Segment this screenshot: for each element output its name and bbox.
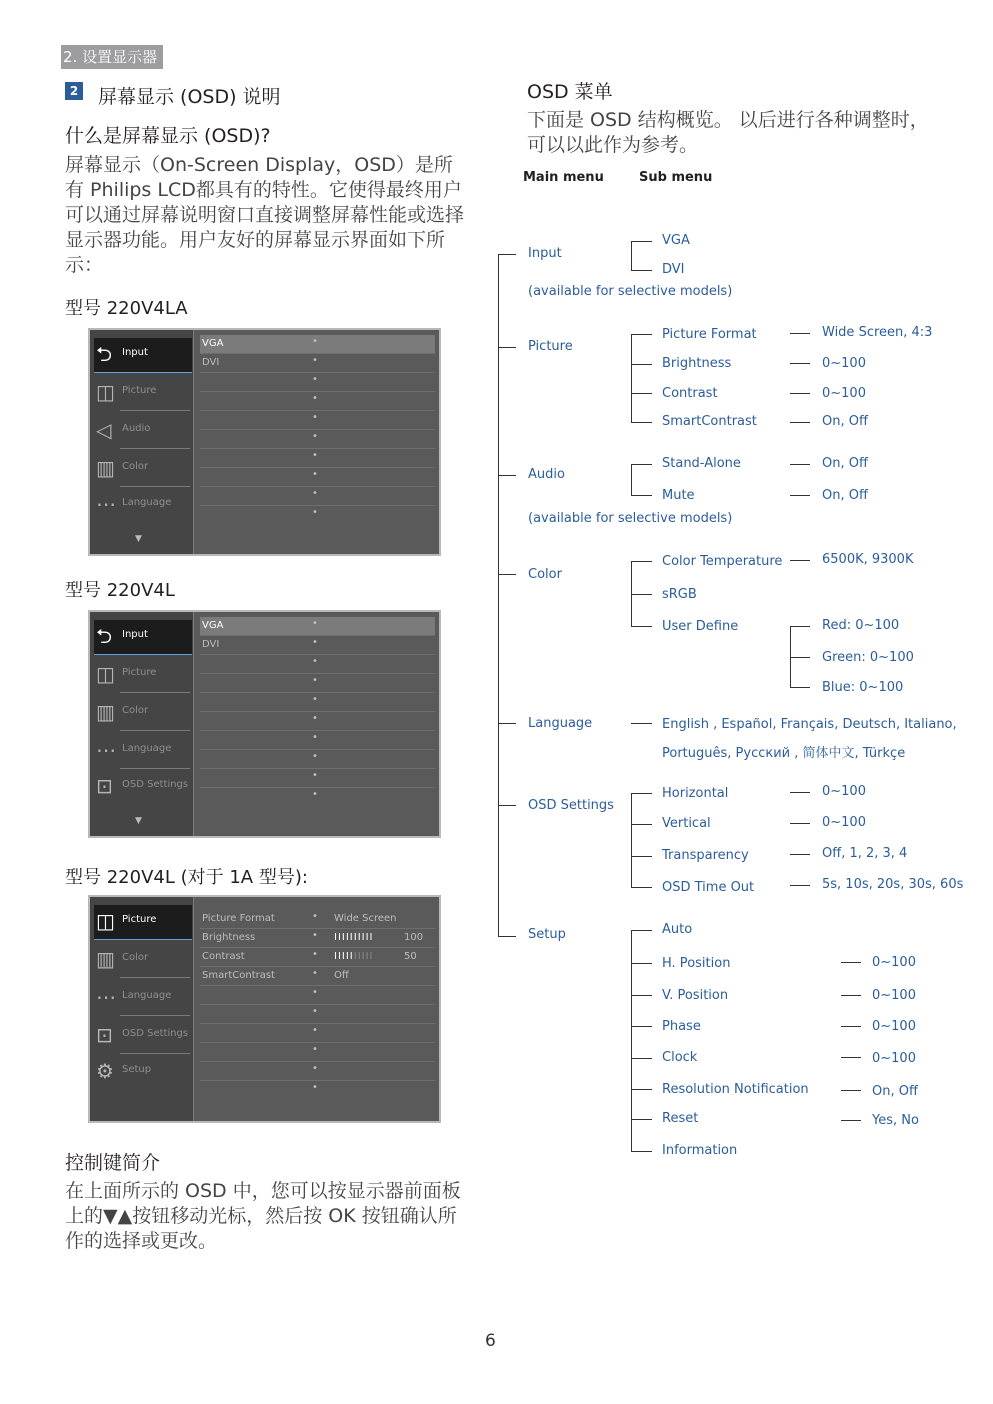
osd-row-label: DVI — [202, 357, 220, 368]
contrast-bar: IIIIIIIIII — [334, 951, 374, 962]
osd-menu-title: OSD 菜单 — [527, 81, 613, 103]
osd-menu-label: OSD Settings — [122, 1028, 189, 1039]
tree-val-contrast: 0~100 — [822, 386, 866, 401]
tree-sub-horizontal: Horizontal — [662, 786, 729, 801]
tree-val-h-position: 0~100 — [872, 955, 916, 970]
brightness-bar: IIIIIIIIII — [334, 932, 374, 943]
tree-sub-transparency: Transparency — [662, 848, 749, 863]
osd-row: VGA • — [200, 617, 435, 636]
control-heading: 控制键简介 — [65, 1152, 161, 1174]
tree-sub-osd-time-out: OSD Time Out — [662, 880, 755, 895]
speaker-icon: ◁ — [96, 418, 112, 442]
sub-menu-header: Sub menu — [639, 170, 713, 185]
tree-val-smartcontrast: On, Off — [822, 414, 868, 429]
tree-val-picture-format: Wide Screen, 4:3 — [822, 325, 933, 340]
gear-icon: ⚙ — [96, 1059, 114, 1083]
page-number: 6 — [485, 1331, 496, 1351]
model-label-3: 型号 220V4L (对于 1A 型号): — [65, 867, 308, 888]
tree-val-osd-time-out: 5s, 10s, 20s, 30s, 60s — [822, 877, 964, 892]
tree-sub-reset: Reset — [662, 1111, 699, 1126]
tree-main-setup: Setup — [528, 927, 566, 942]
tree-main-picture: Picture — [528, 339, 573, 354]
osd-menu-label: Picture — [122, 385, 157, 396]
osd-menu-language — [94, 734, 192, 768]
tree-val-stand-alone: On, Off — [822, 456, 868, 471]
tree-sub-dvi: DVI — [662, 262, 685, 277]
input-icon: ⮌ — [96, 624, 113, 648]
osd-row-label: Picture Format — [202, 913, 275, 924]
tree-sub-color-temperature: Color Temperature — [662, 554, 783, 569]
down-arrow-icon: ▼ — [135, 534, 142, 544]
picture-icon: ◫ — [96, 662, 115, 686]
tree-sub-h-position: H. Position — [662, 956, 731, 971]
osd-menu-setup — [94, 1055, 192, 1089]
osd-menu-label: Setup — [122, 1064, 152, 1075]
osd-row: Picture Format • Wide Screen — [200, 910, 435, 929]
color-icon: ▥ — [96, 947, 115, 971]
tree-main-language: Language — [528, 716, 593, 731]
osd-menu-picture — [94, 376, 192, 410]
tree-sub-information: Information — [662, 1143, 738, 1158]
osd-row: SmartContrast • Off — [200, 967, 435, 986]
tree-val-v-position: 0~100 — [872, 988, 916, 1003]
tree-val-phase: 0~100 — [872, 1019, 916, 1034]
tree-sub-clock: Clock — [662, 1050, 698, 1065]
language-icon: ⋯ — [96, 985, 116, 1009]
tree-sub-user-define: User Define — [662, 619, 739, 634]
osd-row-label: SmartContrast — [202, 970, 275, 981]
osd-screenshot-220v4l: ⮌ Input ◫ Picture ▥ Color ⋯ Language ⊡ OSD Settings ▼ VGA • DVI • • • • • • • • • — [88, 610, 441, 838]
osd-menu-label: Input — [122, 629, 148, 640]
osd-row-label: DVI — [202, 639, 220, 650]
tree-val-clock: 0~100 — [872, 1051, 916, 1066]
input-icon: ⮌ — [96, 342, 113, 366]
osd-row-value: Off — [334, 970, 349, 981]
osd-row-label: VGA — [202, 338, 224, 349]
osd-screenshot-220v4l-1a: ◫ Picture ▥ Color ⋯ Language ⊡ OSD Settings ⚙ Setup Picture Format • Wide Screen Brightness • IIIIIIIIII 100 Contrast • IIIIIIIIII 50 SmartContrast • Off • • • • • • — [88, 895, 441, 1123]
tree-sub-vertical: Vertical — [662, 816, 711, 831]
tree-sub-srgb: sRGB — [662, 587, 697, 602]
tree-main-osd-settings: OSD Settings — [528, 798, 614, 813]
osd-menu-label: Color — [122, 705, 149, 716]
osd-row: DVI • — [200, 636, 435, 655]
osd-row-label: VGA — [202, 620, 224, 631]
osd-menu-language — [94, 981, 192, 1015]
osd-menu-osd-settings — [94, 1019, 192, 1053]
color-icon: ▥ — [96, 700, 115, 724]
intro-paragraph: 屏幕显示（On-Screen Display，OSD）是所有 Philips LCD都具有的特性。它使得最终用户可以通过屏幕说明窗口直接调整屏幕性能或选择显示器功能。用户友好的屏幕显示界面如下所示： — [65, 154, 465, 276]
osd-row-label: Brightness — [202, 932, 256, 943]
osd-row: VGA • — [200, 335, 435, 354]
osd-row-value: Wide Screen — [334, 913, 397, 924]
language-icon: ⋯ — [96, 738, 116, 762]
osd-menu-audio — [94, 414, 192, 448]
brightness-value: 100 — [404, 932, 424, 943]
tree-sub-picture-format: Picture Format — [662, 327, 757, 342]
osd-menu-color — [94, 696, 192, 730]
sub-heading: 什么是屏幕显示 (OSD)? — [65, 125, 271, 147]
section-tag: 2. 设置显示器 — [61, 45, 163, 69]
picture-icon: ◫ — [96, 909, 115, 933]
tree-val-horizontal: 0~100 — [822, 784, 866, 799]
tree-sub-smartcontrast: SmartContrast — [662, 414, 757, 429]
tree-val-language-2: Português, Русский , 简体中文, Türkçe — [662, 746, 906, 761]
tree-sub-phase: Phase — [662, 1019, 701, 1034]
osd-row: DVI • — [200, 354, 435, 373]
osd-menu-language — [94, 488, 192, 522]
osd-menu-label: OSD Settings — [122, 779, 189, 790]
tree-val-blue: Blue: 0~100 — [822, 680, 904, 695]
tree-val-resolution-notification: On, Off — [872, 1084, 918, 1099]
tree-main-audio: Audio — [528, 467, 565, 482]
tree-val-green: Green: 0~100 — [822, 650, 914, 665]
osd-menu-picture — [94, 905, 192, 940]
tree-val-color-temperature: 6500K, 9300K — [822, 552, 914, 567]
osd-menu-label: Color — [122, 461, 149, 472]
tree-note-input: (available for selective models) — [528, 284, 733, 299]
tree-val-vertical: 0~100 — [822, 815, 866, 830]
tree-val-red: Red: 0~100 — [822, 618, 900, 633]
tree-sub-resolution-notification: Resolution Notification — [662, 1082, 809, 1097]
osd-menu-color — [94, 452, 192, 486]
model-label-1: 型号 220V4LA — [65, 298, 188, 319]
main-menu-header: Main menu — [523, 170, 604, 185]
section-heading: 屏幕显示 (OSD) 说明 — [98, 86, 281, 108]
osd-menu-label: Language — [122, 990, 172, 1001]
tree-sub-auto: Auto — [662, 922, 693, 937]
tree-sub-contrast: Contrast — [662, 386, 718, 401]
osd-menu-label: Audio — [122, 423, 151, 434]
control-paragraph: 在上面所示的 OSD 中，您可以按显示器前面板上的▼▲按钮移动光标，然后按 OK 按钮确认所作的选择或更改。 — [65, 1180, 461, 1252]
tree-sub-brightness: Brightness — [662, 356, 732, 371]
contrast-value: 50 — [404, 951, 417, 962]
tree-val-reset: Yes, No — [872, 1113, 919, 1128]
down-arrow-icon: ▼ — [135, 816, 142, 826]
osd-menu-input — [94, 338, 192, 373]
tree-note-audio: (available for selective models) — [528, 511, 733, 526]
osd-settings-icon: ⊡ — [96, 1023, 113, 1047]
tree-sub-v-position: V. Position — [662, 988, 729, 1003]
model-label-2: 型号 220V4L — [65, 580, 175, 601]
osd-menu-label: Language — [122, 497, 172, 508]
osd-menu-label: Language — [122, 743, 172, 754]
osd-menu-intro: 下面是 OSD 结构概览。 以后进行各种调整时，可以以此作为参考。 — [527, 109, 929, 156]
tree-val-mute: On, Off — [822, 488, 868, 503]
tree-main-color: Color — [528, 567, 562, 582]
osd-menu-osd-settings — [94, 770, 192, 804]
osd-row: Contrast • IIIIIIIIII 50 — [200, 948, 435, 967]
osd-menu-picture — [94, 658, 192, 692]
osd-row: Brightness • IIIIIIIIII 100 — [200, 929, 435, 948]
osd-row-label: Contrast — [202, 951, 245, 962]
tree-val-brightness: 0~100 — [822, 356, 866, 371]
language-icon: ⋯ — [96, 492, 116, 516]
osd-menu-input — [94, 620, 192, 655]
osd-screenshot-220v4la: ⮌ Input ◫ Picture ◁ Audio ▥ Color ⋯ Language ▼ VGA • DVI • • • • • • • • • — [88, 328, 441, 556]
tree-main-input: Input — [528, 246, 562, 261]
tree-sub-vga: VGA — [662, 233, 690, 248]
osd-menu-label: Input — [122, 347, 148, 358]
osd-menu-label: Picture — [122, 914, 157, 925]
tree-val-transparency: Off, 1, 2, 3, 4 — [822, 846, 908, 861]
osd-settings-icon: ⊡ — [96, 774, 113, 798]
osd-menu-label: Color — [122, 952, 149, 963]
tree-val-language-1: English , Español, Français, Deutsch, Italiano, — [662, 717, 957, 732]
osd-menu-label: Picture — [122, 667, 157, 678]
section-number-badge: 2 — [65, 82, 83, 100]
color-icon: ▥ — [96, 456, 115, 480]
tree-sub-mute: Mute — [662, 488, 695, 503]
osd-menu-color — [94, 943, 192, 977]
picture-icon: ◫ — [96, 380, 115, 404]
tree-sub-stand-alone: Stand-Alone — [662, 456, 741, 471]
